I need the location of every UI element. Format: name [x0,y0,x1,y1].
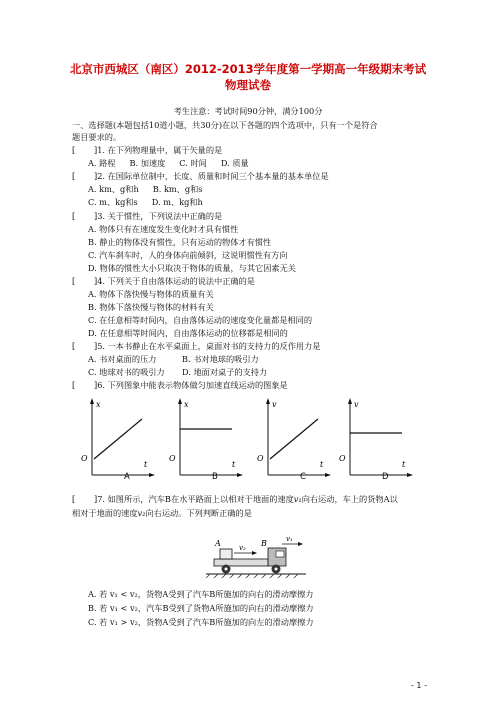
question-3-option-c: C. 汽车刹车时，人的身体向前倾斜，这说明惯性有方向 [88,250,288,260]
exam-title-line1: 北京市西城区（南区）2012-2013学年度第一学期高一年级期末考试 [69,62,427,76]
question-1-stem: [ ]1. 在下列物理量中，属于矢量的是 [72,145,223,155]
option-a: A. km、g和h [88,184,139,194]
truck-diagram [206,532,306,578]
question-3-option-b: B. 静止的物体没有惯性，只有运动的物体才有惯性 [88,237,272,247]
v1-symbol: v₁ [293,494,302,504]
exam-title-line2: 物理试卷 [225,78,271,92]
v1-label: v₁ [286,535,293,543]
question-2-options-row2 [88,197,217,208]
graph-d-ylabel: v [354,400,359,409]
option-c: C. m、kg和s [88,197,138,207]
question-4-option-a: A. 物体下落快慢与物体的质量有关 [88,289,214,299]
option-c: C. 地球对书的吸引力 [88,367,165,377]
option-b: B. km、g和s [152,184,203,194]
graph-c-xlabel: t [320,460,324,469]
truck-label-b: B [261,539,267,548]
question-5-options-row2 [88,367,281,378]
graph-letter-a: A [124,472,130,482]
option-a: A. 书对桌面的压力 [88,354,157,364]
option-c: C. 时间 [179,158,207,168]
graph-letter-d: D [382,472,389,482]
question-7-option-c: C. 若 v₁ > v₂，货物A受到了汽车B所施加的向左的滑动摩擦力 [88,617,314,627]
answer-bracket: [ [72,211,76,221]
graph-letter-b: B [212,472,218,482]
answer-bracket: [ [72,145,76,155]
section-intro-line2: 题目要求的。 [72,132,122,142]
answer-bracket: [ [72,380,76,390]
option-a: A. 路程 [88,158,116,168]
graph-a-origin: O [81,454,88,463]
answer-bracket: [ [72,276,76,286]
exam-notice: 考生注意：考试时间90分钟，满分100分 [173,106,323,116]
graph-d-origin: O [339,454,346,463]
question-4-option-d: D. 在任意相等时间内，自由落体运动的位移都是相同的 [88,328,288,338]
answer-bracket: [ [72,341,76,351]
graph-letters [80,472,420,486]
question-2-options-row1 [88,184,217,195]
graph-a-xlabel: t [144,460,148,469]
option-d: D. 地面对桌子的支持力 [182,367,268,377]
answer-bracket: [ [72,494,76,504]
question-1-options [88,158,263,169]
v2-symbol: v₂ [137,508,146,518]
question-5-stem: [ ]5. 一本书静止在水平桌面上，桌面对书的支持力的反作用力是 [72,341,321,351]
question-7-option-b: B. 若 v₁ < v₂，汽车B受到了货物A所施加的向右的滑动摩擦力 [88,603,314,613]
graph-c-ylabel: v [272,400,277,409]
v2-label: v₂ [239,544,246,552]
graph-b-xlabel: t [232,460,236,469]
question-4-stem: [ ]4. 下列关于自由落体运动的说法中正确的是 [72,276,255,286]
graph-b-ylabel: x [184,400,189,409]
question-2-stem: [ ]2. 在国际单位制中，长度、质量和时间三个基本量的基本单位是 [72,171,329,181]
graph-a-ylabel: x [96,400,101,409]
question-7-stem-line1: [ ]7. 如图所示，汽车B在水平路面上以相对于地面的速度v₁向右运动，车上的货物A以 [72,494,398,504]
option-d: D. 质量 [220,158,249,168]
graph-c-origin: O [257,454,264,463]
question-4-option-b: B. 物体下落快慢与物体的材料有关 [88,302,214,312]
question-4-option-c: C. 在任意相等时间内，自由落体运动的速度变化量都是相同的 [88,315,313,325]
question-7-option-a: A. 若 v₁ < v₂，货物A受到了汽车B所施加的向右的滑动摩擦力 [88,589,314,599]
question-7-stem-line2: 相对于地面的速度v₂向右运动。下列判断正确的是 [72,508,252,518]
question-6-stem: [ ]6. 下列图象中能表示物体做匀加速直线运动的图象是 [72,380,288,390]
question-3-option-a: A. 物体只有在速度发生变化时才具有惯性 [88,224,239,234]
graph-d-xlabel: t [402,460,406,469]
page-number: - 1 - [411,681,427,690]
graph-letter-c: C [300,472,306,482]
question-5-options-row1 [88,354,273,365]
graph-b-origin: O [169,454,176,463]
option-d: D. m、kg和h [151,197,203,207]
option-b: B. 书对地球的吸引力 [182,354,259,364]
option-b: B. 加速度 [129,158,166,168]
cargo-label-a: A [215,539,221,548]
question-3-option-d: D. 物体的惯性大小只取决于物体的质量，与其它因素无关 [88,263,296,273]
section-intro-line1: 一、选择题(本题包括10道小题，共30分)在以下各题的四个选项中，只有一个是符合 [72,120,378,130]
question-3-stem: [ ]3. 关于惯性，下列说法中正确的是 [72,211,223,221]
answer-bracket: [ [72,171,76,181]
